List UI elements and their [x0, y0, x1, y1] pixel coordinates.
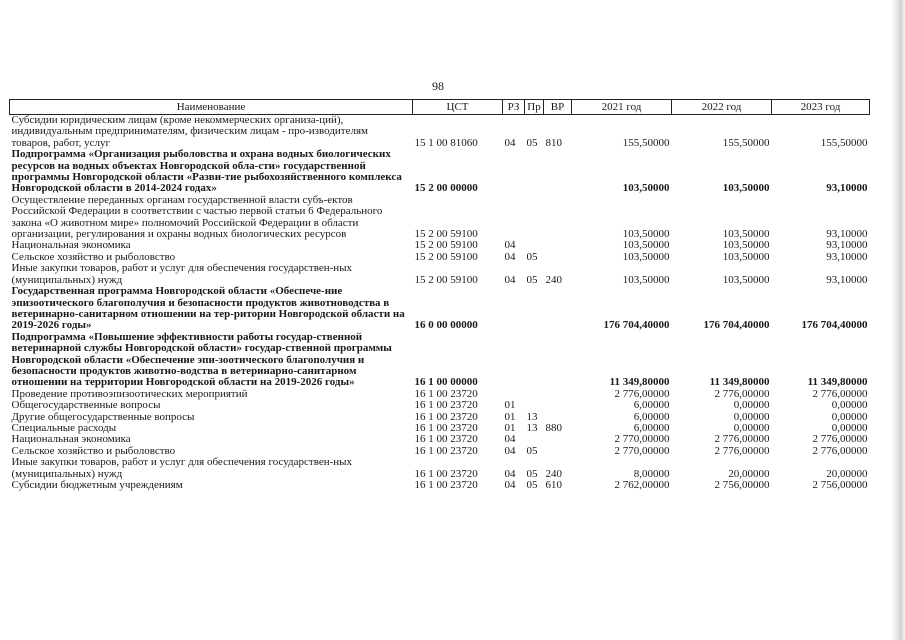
row-value-2023: 2 776,00000 — [812, 388, 868, 400]
row-name: Общегосударственные вопросы — [11, 400, 161, 412]
row-name: Другие общегосударственные вопросы — [11, 411, 195, 423]
row-value-2023: 2 756,00000 — [812, 480, 868, 491]
row-value-2021: 2 770,00000 — [614, 434, 670, 446]
row-rz — [503, 286, 525, 332]
row-rz — [503, 389, 525, 400]
row-value-2023: 176 704,40000 — [801, 319, 868, 332]
row-value-2022: 103,50000 — [722, 273, 770, 286]
table-row — [10, 480, 870, 491]
row-cst: 16 1 00 23720 — [414, 445, 478, 457]
row-name: Иные закупки товаров, работ и услуг для обеспечения государствен-ных (муниципальных) нужд — [11, 263, 353, 286]
row-value-2022: 103,50000 — [722, 228, 770, 241]
row-cst: 16 1 00 23720 — [414, 400, 478, 412]
row-name: Осуществление переданных органам государственной власти субъ-ектов Российской Федерации в соответствии с частью первой статьи 6 Федерального закона «О животном мире» полномочий Российской Федерации в области организации, регулирования и охраны водных биологических ресурсов — [11, 194, 383, 241]
table-row — [10, 457, 870, 480]
row-pr: 05 — [526, 136, 538, 149]
row-rz — [503, 195, 525, 241]
row-rz — [503, 332, 525, 389]
row-value-2021: 103,50000 — [622, 228, 670, 241]
row-cst: 16 1 00 23720 — [414, 434, 478, 446]
row-rz: 04 — [504, 467, 516, 480]
table-row — [10, 412, 870, 423]
row-vr: 610 — [545, 480, 562, 491]
row-value-2022: 20,00000 — [728, 467, 770, 480]
row-rz: 01 — [504, 422, 516, 434]
row-pr: 05 — [526, 273, 538, 286]
row-vr: 240 — [545, 467, 562, 480]
table-row — [10, 252, 870, 263]
row-cst: 15 2 00 59100 — [414, 240, 478, 252]
row-vr — [544, 434, 572, 445]
row-name: Национальная экономика — [11, 434, 131, 446]
table-row — [10, 240, 870, 251]
row-cst: 16 1 00 23720 — [414, 411, 478, 423]
row-cst: 16 1 00 00000 — [414, 376, 478, 389]
row-value-2021: 2 762,00000 — [614, 480, 670, 491]
table-row — [10, 434, 870, 445]
table-body — [10, 115, 870, 492]
row-vr — [544, 240, 572, 251]
row-value-2023: 2 776,00000 — [812, 434, 868, 446]
row-value-2021: 6,00000 — [633, 400, 670, 412]
row-pr — [525, 434, 544, 445]
row-pr: 05 — [526, 445, 538, 457]
row-cst: 16 1 00 23720 — [414, 467, 478, 480]
row-pr: 05 — [526, 467, 538, 480]
row-value-2021: 6,00000 — [633, 422, 670, 434]
row-vr — [544, 332, 572, 389]
row-value-2023: 93,10000 — [826, 240, 868, 252]
row-name: Иные закупки товаров, работ и услуг для обеспечения государствен-ных (муниципальных) нужд — [11, 457, 353, 480]
table-row — [10, 423, 870, 434]
row-pr — [525, 389, 544, 400]
row-pr: 05 — [526, 251, 538, 263]
row-cst: 15 2 00 59100 — [414, 273, 478, 286]
row-value-2021: 8,00000 — [633, 467, 670, 480]
row-value-2023: 93,10000 — [826, 251, 868, 263]
row-value-2022: 2 776,00000 — [714, 434, 770, 446]
table-row — [10, 149, 870, 195]
row-value-2023: 2 776,00000 — [812, 445, 868, 457]
row-value-2021: 176 704,40000 — [603, 319, 670, 332]
row-value-2021: 103,50000 — [622, 240, 670, 252]
row-name: Сельское хозяйство и рыболовство — [11, 251, 176, 263]
row-pr — [525, 149, 544, 195]
header-cst: ЦСТ — [413, 100, 503, 115]
row-cst: 15 2 00 00000 — [414, 182, 478, 195]
row-pr — [525, 195, 544, 241]
row-value-2021: 103,50000 — [622, 182, 670, 195]
row-name: Субсидии бюджетным учреждениям — [11, 480, 183, 491]
row-name: Национальная экономика — [11, 240, 131, 252]
row-value-2022: 176 704,40000 — [703, 319, 770, 332]
row-vr: 880 — [545, 422, 562, 434]
row-cst: 15 2 00 59100 — [414, 228, 478, 241]
row-vr — [544, 389, 572, 400]
row-pr — [525, 332, 544, 389]
row-name: Сельское хозяйство и рыболовство — [11, 445, 176, 457]
row-value-2021: 2 770,00000 — [614, 445, 670, 457]
row-value-2022: 103,50000 — [722, 240, 770, 252]
row-vr — [544, 446, 572, 457]
row-name: Подпрограмма «Повышение эффективности работы государ-ственной ветеринарной службы Новгородской области» государ-ственной программы Новгородской области «Обеспечение эпи-зоотического благополучия и безопасности продуктов животно-водства в ветеринарно-санитарном отношении на территории Новгородской области на 2019-2026 годы» — [11, 331, 392, 389]
scan-edge-shadow — [891, 0, 905, 640]
table-row — [10, 286, 870, 332]
row-value-2021: 103,50000 — [622, 251, 670, 263]
row-value-2022: 155,50000 — [722, 136, 770, 149]
page-number: 98 — [432, 79, 444, 93]
header-vr: ВР — [544, 100, 572, 115]
row-value-2021: 103,50000 — [622, 273, 670, 286]
header-rz: РЗ — [503, 100, 525, 115]
row-value-2022: 11 349,80000 — [709, 376, 770, 389]
header-2021: 2021 год — [572, 100, 672, 115]
row-cst: 15 1 00 81060 — [414, 136, 478, 149]
row-value-2022: 0,00000 — [733, 400, 770, 412]
table-header-row — [10, 100, 870, 115]
row-value-2023: 93,10000 — [826, 228, 868, 241]
row-value-2023: 0,00000 — [831, 411, 868, 423]
row-cst: 15 2 00 59100 — [414, 251, 478, 263]
row-vr — [544, 412, 572, 423]
row-value-2022: 2 776,00000 — [714, 445, 770, 457]
header-pr: Пр — [525, 100, 544, 115]
row-rz: 04 — [504, 445, 516, 457]
row-value-2023: 20,00000 — [826, 467, 868, 480]
row-vr: 810 — [545, 136, 562, 149]
row-name: Проведение противоэпизоотических мероприятий — [11, 388, 248, 400]
header-2022: 2022 год — [672, 100, 772, 115]
row-value-2022: 0,00000 — [733, 422, 770, 434]
row-name: Специальные расходы — [11, 422, 117, 434]
header-2023: 2023 год — [772, 100, 870, 115]
row-value-2021: 6,00000 — [633, 411, 670, 423]
row-value-2021: 11 349,80000 — [609, 376, 670, 389]
header-name: Наименование — [10, 100, 413, 115]
row-value-2023: 11 349,80000 — [807, 376, 868, 389]
row-name: Государственная программа Новгородской области «Обеспече-ние эпизоотического благополучия и безопасности продуктов животноводства в ветеринарно-санитарном отношении на тер-ритории Новгородской области на 2019-2026 годы» — [11, 286, 405, 332]
table-row — [10, 446, 870, 457]
row-rz: 04 — [504, 251, 516, 263]
row-pr: 05 — [526, 480, 538, 491]
row-name: Подпрограмма «Организация рыболовства и охрана водных биологических ресурсов на водных объектах Новгородской обла-сти» государственной программы Новгородской области «Разви-тие рыбохозяйственного комплекса Новгородской области в 2014-2024 годах» — [11, 149, 402, 195]
row-rz: 04 — [504, 434, 516, 446]
table-row — [10, 400, 870, 411]
row-pr — [525, 240, 544, 251]
row-value-2022: 2 776,00000 — [714, 388, 770, 400]
row-rz: 04 — [504, 273, 516, 286]
row-value-2023: 93,10000 — [826, 182, 868, 195]
row-pr: 13 — [526, 411, 538, 423]
row-name: Субсидии юридическим лицам (кроме некоммерческих организа-ций), индивидуальным предпринимателям, физическим лицам - про-изводителям товаров, работ, услуг — [11, 114, 369, 149]
row-value-2021: 155,50000 — [622, 136, 670, 149]
row-value-2023: 93,10000 — [826, 273, 868, 286]
row-value-2021: 2 776,00000 — [614, 388, 670, 400]
row-pr — [525, 286, 544, 332]
row-vr — [544, 400, 572, 411]
table-row — [10, 195, 870, 241]
row-rz: 01 — [504, 400, 516, 412]
row-cst: 16 1 00 23720 — [414, 480, 478, 491]
row-value-2023: 0,00000 — [831, 400, 868, 412]
row-value-2022: 103,50000 — [722, 251, 770, 263]
row-cst: 16 1 00 23720 — [414, 388, 478, 400]
row-value-2023: 0,00000 — [831, 422, 868, 434]
row-vr: 240 — [545, 273, 562, 286]
row-cst: 16 1 00 23720 — [414, 422, 478, 434]
row-value-2023: 155,50000 — [820, 136, 868, 149]
row-vr — [544, 286, 572, 332]
row-rz: 04 — [504, 136, 516, 149]
budget-table — [9, 99, 870, 491]
row-rz: 01 — [504, 411, 516, 423]
row-rz: 04 — [504, 480, 516, 491]
table-row — [10, 115, 870, 150]
row-value-2022: 2 756,00000 — [714, 480, 770, 491]
row-vr — [544, 149, 572, 195]
row-value-2022: 103,50000 — [722, 182, 770, 195]
row-vr — [544, 252, 572, 263]
row-rz: 04 — [504, 240, 516, 252]
table-row — [10, 332, 870, 389]
row-value-2022: 0,00000 — [733, 411, 770, 423]
row-rz — [503, 149, 525, 195]
table-row — [10, 263, 870, 286]
row-vr — [544, 195, 572, 241]
row-cst: 16 0 00 00000 — [414, 319, 478, 332]
table-row — [10, 389, 870, 400]
row-pr — [525, 400, 544, 411]
row-pr: 13 — [526, 422, 538, 434]
